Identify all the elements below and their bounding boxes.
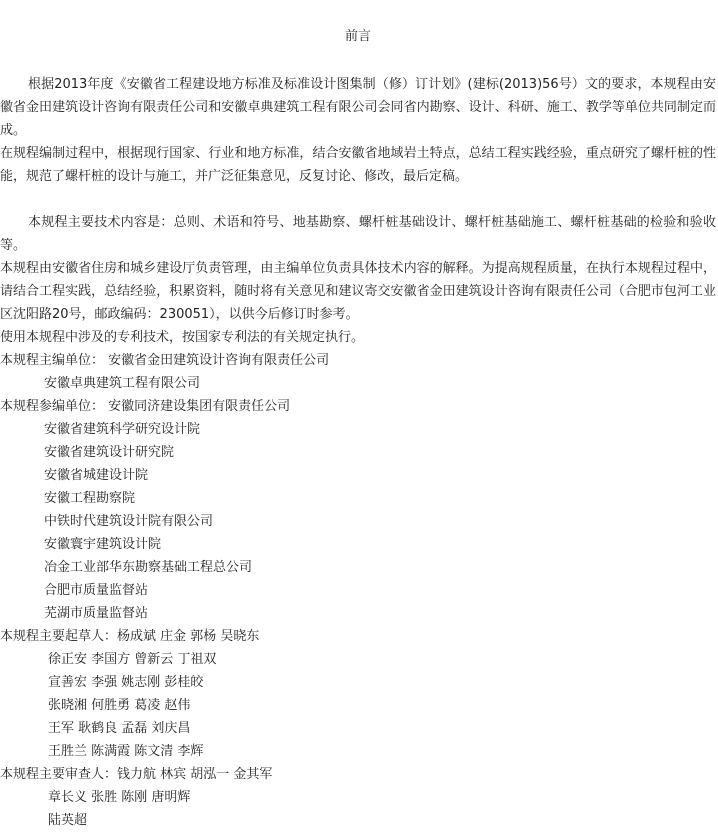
drafter-names: 徐正安 李国方 曾新云 丁祖双 [48,652,217,667]
chief-editor: 安徽省金田建筑设计咨询有限责任公司 [108,353,330,368]
paragraph-contents: 本规程主要技术内容是：总则、术语和符号、地基勘察、螺杆桩基础设计、螺杆桩基础施工、螺杆桩基础的检验和验收等。 [0,215,716,253]
participant-unit: 安徽工程勘察院 [44,491,136,506]
paragraph-management: 本规程由安徽省住房和城乡建设厅负责管理，由主编单位负责具体技术内容的解释。为提高规程质量，在执行本规程过程中，请结合工程实践，总结经验，积累资料，随时将有关意见和建议寄交安徽省金田建筑设计咨询有限责任公司（合肥市包河工业区沈阳路20号，邮政编码：230051），以供今后修订时参考。 [0,261,716,322]
participant-unit: 合肥市质量监督站 [44,583,149,598]
reviewer-names: 陆英超 [48,813,88,828]
participant-unit: 中铁时代建筑设计院有限公司 [44,514,214,529]
document-page [0,25,716,832]
participant-unit: 安徽省城建设计院 [44,468,149,483]
drafter-names: 宣善宏 李强 姚志刚 彭桂皎 [48,675,204,690]
participants-line [0,395,716,418]
page-title: 前言 [344,29,371,44]
participant-unit: 安徽寰宇建筑设计院 [44,537,162,552]
reviewers-line [0,763,716,786]
drafter-names: 王胜兰 陈满霞 陈文清 李辉 [48,744,204,759]
drafter-names: 王军 耿鹤良 孟磊 刘庆昌 [48,721,191,736]
paragraph-process: 在规程编制过程中，根据现行国家、行业和地方标准，结合安徽省地域岩土特点，总结工程实践经验，重点研究了螺杆桩的性能，规范了螺杆桩的设计与施工，并广泛征集意见，反复讨论、修改，最后定稿。 [0,146,716,184]
participant-unit: 冶金工业部华东勘察基础工程总公司 [44,560,253,575]
participant-unit: 安徽省建筑设计研究院 [44,445,175,460]
paragraph-patent: 使用本规程中涉及的专利技术，按国家专利法的有关规定执行。 [0,330,365,345]
drafters-line [0,625,716,648]
reviewer-names: 钱力航 林宾 胡泓一 金其军 [117,767,273,782]
chief-editors-line [0,349,716,372]
participants-label: 本规程参编单位： [0,399,105,414]
participant-unit: 安徽省建筑科学研究设计院 [44,422,201,437]
paragraph-origin: 根据2013年度《安徽省工程建设地方标准及标准设计图集制（修）订计划》(建标(2013)56号）文的要求，本规程由安徽省金田建筑设计咨询有限责任公司和安徽卓典建筑工程有限公司会同省内勘察、设计、科研、施工、教学等单位共同制定而成。 [0,77,716,138]
paragraph-gap [0,188,716,211]
chief-editors-label: 本规程主编单位： [0,353,105,368]
participant-unit: 芜湖市质量监督站 [44,606,149,621]
drafters-label: 本规程主要起草人： [0,629,118,644]
reviewer-names: 章长义 张胜 陈刚 唐明辉 [48,790,191,805]
drafter-names: 张晓湘 何胜勇 葛凌 赵伟 [48,698,191,713]
participant-unit: 安徽同济建设集团有限责任公司 [108,399,291,414]
drafter-names: 杨成斌 庄金 郭杨 吴晓东 [117,629,260,644]
reviewers-label: 本规程主要审查人： [0,767,118,782]
chief-editor: 安徽卓典建筑工程有限公司 [44,376,201,391]
